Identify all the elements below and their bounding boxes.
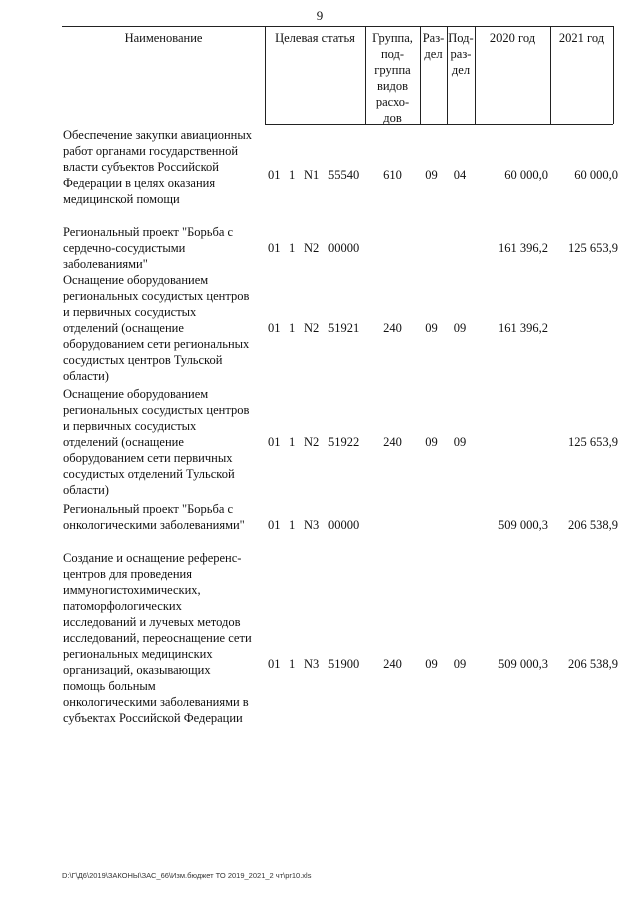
row-section: 09 [425, 435, 438, 449]
header-2021: 2021 год [558, 31, 605, 45]
row-group: 240 [383, 321, 402, 335]
header-subsection: Под- раз- дел [448, 31, 474, 77]
row-subsection: 09 [453, 321, 467, 335]
row-2021: 206 538,9 [568, 518, 618, 532]
row-section: 09 [425, 657, 438, 671]
row-code-1: 01 [268, 518, 281, 532]
row-group: 240 [383, 435, 402, 449]
row-code-1: 01 [268, 241, 281, 255]
row-code-1: 01 [268, 168, 281, 182]
row-code-3: N2 [304, 321, 320, 335]
row-code-1: 01 [268, 435, 281, 449]
row-code-1: 01 [268, 657, 281, 671]
row-name: Обеспечение закупки авиационных работ органами государственной власти субъектов Российской Федерации в целях оказания медицинской помощи [63, 128, 252, 206]
row-name: Оснащение оборудованием региональных сосудистых центров и первичных сосудистых отделений (оснащение оборудованием сети региональных сосудистых центров Тульской области) [63, 273, 250, 383]
row-code-2: 1 [289, 518, 296, 532]
header-name: Наименование [124, 31, 203, 45]
row-code-3: N3 [304, 657, 320, 671]
header-top-rule [62, 26, 613, 27]
header-bottom-rule [265, 124, 613, 125]
row-code-2: 1 [289, 168, 296, 182]
file-path-footer: D:\Г\Д6\2019\ЗАКОНЫ\ЗАС_66\Изм.бюджет ТО 2019_2021_2 чт\pr10.xls [62, 871, 312, 880]
row-code-2: 1 [289, 241, 296, 255]
row-code-2: 1 [289, 657, 296, 671]
page-number: 9 [316, 8, 324, 23]
row-subsection: 04 [453, 168, 467, 182]
row-code-4: 00000 [328, 241, 360, 255]
row-section: 09 [425, 168, 438, 182]
row-name: Создание и оснащение референс- центров для проведения иммуногистохимических, патоморфологических исследований и лучевых методов исследований, переоснащение сети региональных медицинских организаций, оказывающих помощь больным онкологическими заболеваниями в субъектах Российской Федерации [63, 551, 252, 725]
row-code-4: 51921 [328, 321, 360, 335]
row-group: 610 [383, 168, 402, 182]
row-subsection: 09 [453, 435, 467, 449]
row-name: Региональный проект "Борьба с онкологическими заболеваниями" [63, 502, 245, 532]
row-name: Оснащение оборудованием региональных сосудистых центров и первичных сосудистых отделений (оснащение оборудованием сети первичных сосудистых отделений Тульской области) [63, 387, 250, 497]
row-code-4: 55540 [328, 168, 360, 182]
row-2020: 161 396,2 [498, 321, 548, 335]
row-code-3: N2 [304, 435, 320, 449]
row-section: 09 [425, 321, 438, 335]
row-code-3: N3 [304, 518, 320, 532]
row-code-4: 00000 [328, 518, 360, 532]
row-2021: 206 538,9 [568, 657, 618, 671]
row-name: Региональный проект "Борьба с сердечно-сосудистыми заболеваниями" [63, 225, 234, 271]
row-subsection: 09 [453, 657, 467, 671]
row-group: 240 [383, 657, 402, 671]
row-2020: 509 000,3 [498, 518, 548, 532]
row-2020: 509 000,3 [498, 657, 548, 671]
row-2021: 125 653,9 [568, 435, 618, 449]
row-code-2: 1 [289, 435, 296, 449]
header-section: Раз- дел [422, 31, 445, 61]
row-2020: 60 000,0 [504, 168, 548, 182]
row-code-4: 51922 [328, 435, 360, 449]
row-code-3: N1 [304, 168, 320, 182]
header-target: Целевая статья [275, 31, 355, 45]
row-code-3: N2 [304, 241, 320, 255]
row-code-1: 01 [268, 321, 281, 335]
header-group: Группа, под- группа видов расхо- дов [372, 31, 413, 125]
header-divider [613, 26, 614, 124]
row-code-4: 51900 [328, 657, 360, 671]
row-2021: 125 653,9 [568, 241, 618, 255]
row-2020: 161 396,2 [498, 241, 548, 255]
row-2021: 60 000,0 [574, 168, 618, 182]
header-2020: 2020 год [489, 31, 536, 45]
row-code-2: 1 [289, 321, 296, 335]
